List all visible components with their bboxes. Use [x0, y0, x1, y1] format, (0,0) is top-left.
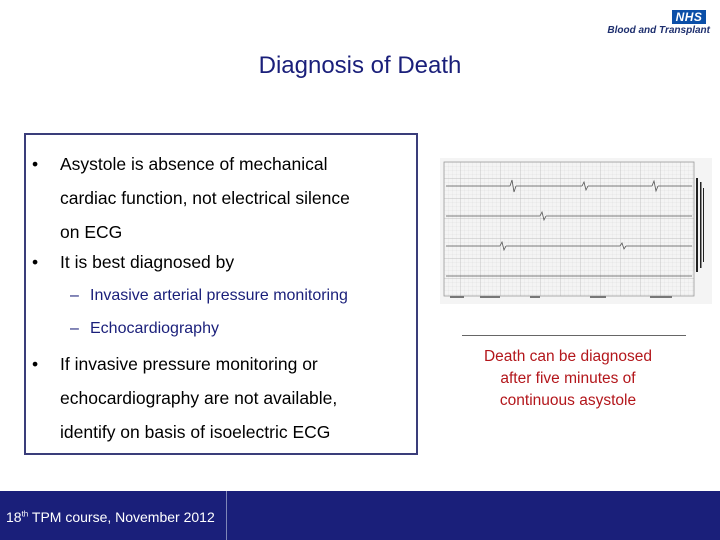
dash-icon: –	[70, 320, 79, 337]
bullet-line: echocardiography are not available,	[60, 388, 338, 408]
nhsbt-logo	[590, 10, 710, 40]
death-callout	[456, 346, 680, 412]
bullet-line: If invasive pressure monitoring or	[60, 354, 318, 374]
footer-separator	[226, 491, 227, 540]
nhs-badge: NHS	[672, 10, 706, 24]
bullet-line: Asystole is absence of mechanical	[60, 154, 328, 174]
bullet-line: identify on basis of isoelectric ECG	[60, 422, 331, 442]
bullet-line: It is best diagnosed by	[60, 252, 235, 272]
callout-line: Death can be diagnosed	[483, 348, 653, 365]
footer-ordinal-number: 18	[6, 509, 22, 525]
ecg-strip-image	[440, 158, 712, 304]
footer-course-text: TPM course, November 2012	[28, 509, 215, 525]
bullet-line: cardiac function, not electrical silence	[60, 188, 350, 208]
bullet-box	[24, 133, 418, 455]
callout-line: after five minutes of	[500, 370, 636, 387]
callout-divider	[462, 335, 686, 336]
sub-item	[70, 319, 410, 339]
sub-item-text: Echocardiography	[90, 320, 219, 337]
sub-item-text: Invasive arterial pressure monitoring	[90, 287, 348, 304]
bullet-dot-icon: •	[32, 252, 39, 272]
dash-icon: –	[70, 287, 79, 304]
bullet-item	[32, 347, 410, 449]
bullet-item	[32, 245, 410, 279]
organisation-name: Blood and Transplant	[607, 25, 710, 36]
footer-bar	[0, 491, 720, 540]
callout-line: continuous asystole	[499, 392, 637, 409]
bullet-item	[32, 147, 410, 249]
footer-ordinal-suffix: th	[21, 509, 29, 519]
bullet-line: on ECG	[60, 222, 123, 242]
footer-course	[6, 509, 215, 525]
bullet-dot-icon: •	[32, 154, 39, 174]
slide-title: Diagnosis of Death	[258, 52, 462, 79]
sub-item	[70, 286, 410, 306]
bullet-dot-icon: •	[32, 354, 39, 374]
